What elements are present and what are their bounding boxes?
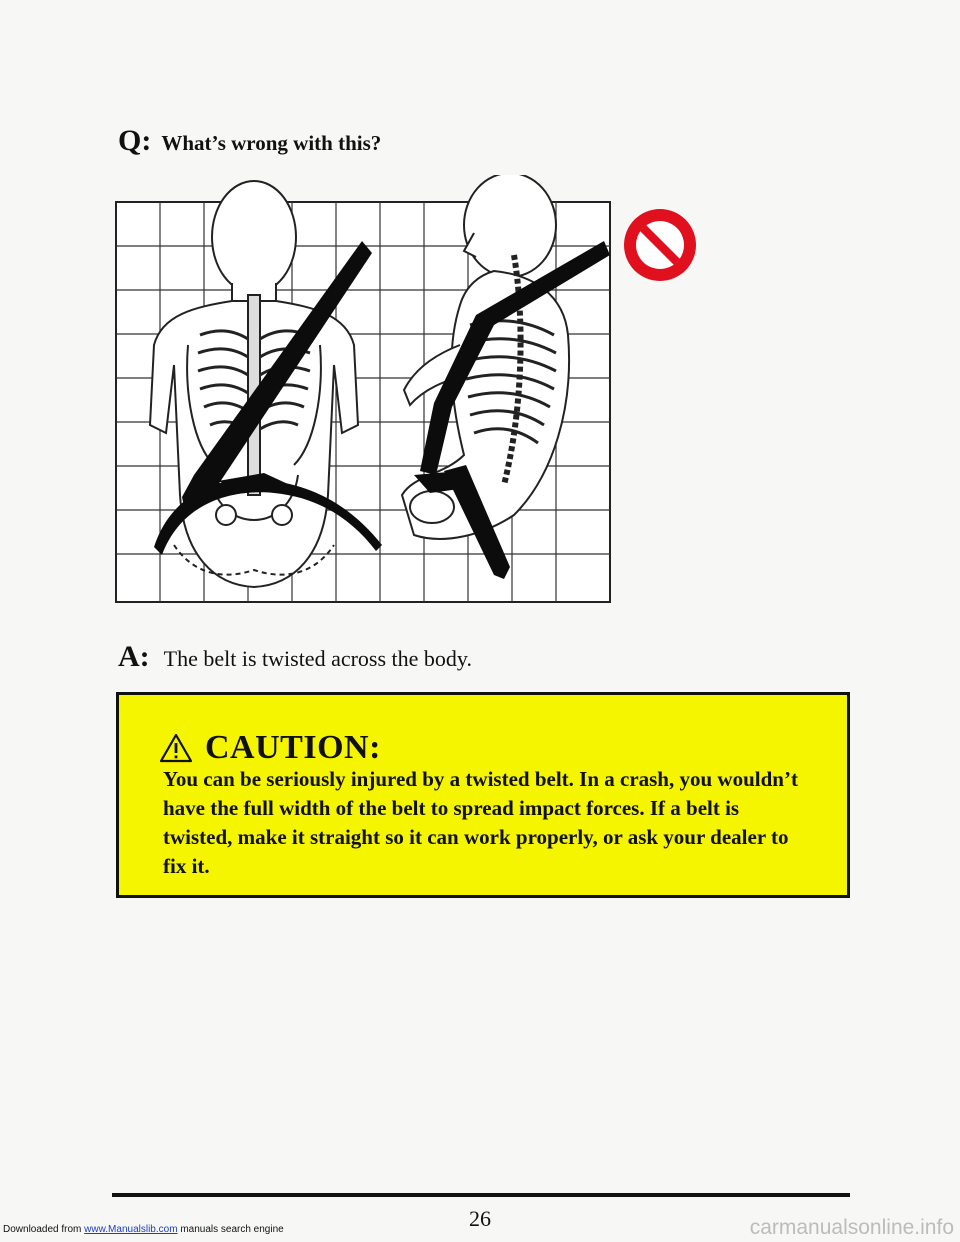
manualslib-link[interactable]: www.Manualslib.com bbox=[84, 1224, 178, 1235]
caution-text: You can be seriously injured by a twisted belt. In a crash, you wouldn’t have the full width of the belt to spread impact forces. If a belt is twisted, make it straight so it can work properly, or ask your dealer to fix it. bbox=[163, 767, 798, 878]
prohibition-icon bbox=[624, 209, 696, 281]
download-footer bbox=[3, 1224, 284, 1235]
question-letter: Q: bbox=[118, 124, 152, 157]
warning-triangle-icon bbox=[159, 733, 193, 763]
answer-line bbox=[118, 640, 472, 674]
answer-letter: A: bbox=[118, 640, 150, 673]
question-line bbox=[118, 124, 381, 158]
caution-title: CAUTION: bbox=[205, 729, 381, 766]
question-text: What’s wrong with this? bbox=[161, 131, 382, 155]
page-number: 26 bbox=[469, 1206, 491, 1231]
answer-text: The belt is twisted across the body. bbox=[163, 646, 472, 671]
twisted-belt-illustration bbox=[114, 175, 714, 605]
footer-rule bbox=[112, 1193, 850, 1197]
footer-prefix: Downloaded from bbox=[3, 1224, 82, 1235]
footer-suffix: manuals search engine bbox=[180, 1224, 284, 1235]
watermark: carmanualsonline.info bbox=[749, 1216, 954, 1239]
caution-box bbox=[116, 692, 850, 898]
caution-header bbox=[159, 729, 381, 767]
